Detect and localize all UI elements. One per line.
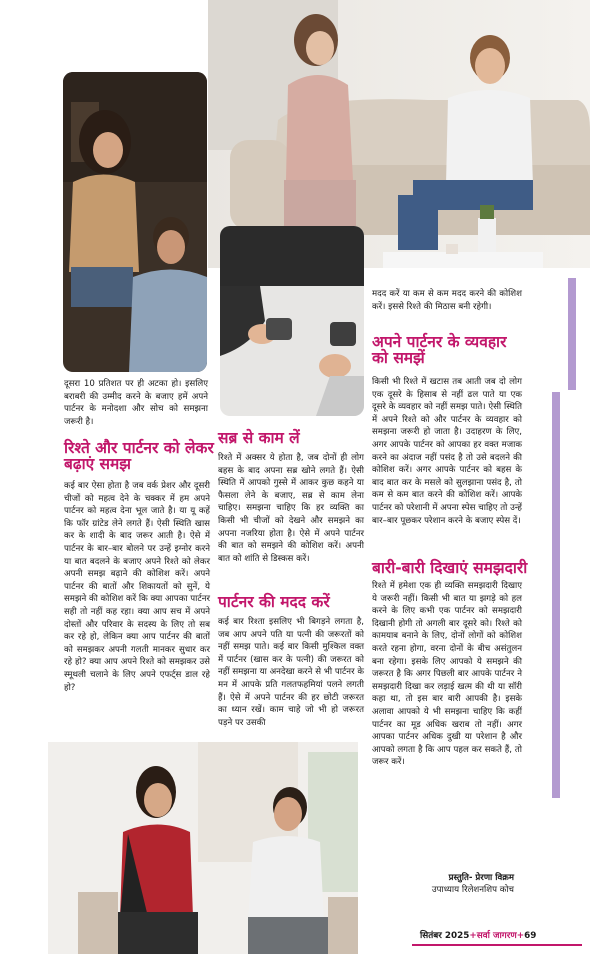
col3-body-take-turns: रिश्ते में हमेशा एक ही व्यक्ति समझदारी दिखाए ये जरूरी नहीं। किसी भी बात या झगड़े को हल करने के लिए कभी एक पार्टनर को समझदारी दिखानी होगी तो अगली बार दूसरे को। रिश्ते को कामयाब बनाने के लिए, दोनों लोगों को कोशिश करते रहना होगा, वरना दोनों के बीच असंतुलन बना रहेगा। इसके लिए आपको ये समझने की जरूरत है कि अगर पिछली बार आपके पार्टनर ने समझदारी दिखा कर लड़ाई खत्म की थी या सॉरी कहा था, तो इस बार बारी आपकी है। इसके अलावा आपको ये भी समझना चाहिए कि कहीं पार्टनर का मूड अधिक खराब तो नहीं। अगर आपका पार्टनर अधिक दुखी या परेशान है और आपको लगता है कि आप पहल कर सकते हैं, तो जरूर करें।: [372, 581, 522, 768]
author-credit: [380, 872, 514, 896]
col1-intro: दूसरा 10 प्रतिशत पर ही अटका हो। इसलिए बराबरी की उम्मीद करने के बजाए हमें अपने पार्टनर के मनोदशा और सोच को समझना जरूरी है।: [64, 379, 208, 427]
author-name: प्रस्तुति- प्रेरणा विक्रम: [448, 873, 514, 883]
col3-body-behaviour: किसी भी रिश्ते में खटास तब आती जब दो लोग एक दूसरे के हिसाब से नहीं ढल पाते या एक दूसरे के व्यवहार को नहीं समझ पाते। ऐसी स्थिति में अपने रिश्ते को और पार्टनर के व्यवहार को समझना जरूरी हो जाता है। उदाहरण के लिए, अगर आपके पार्टनर को आपका हर वक्त मजाक करने का अंदाज नहीं पसंद है तो उसे बदलने की कोशिश करें। अगर आपके पार्टनर को बहस के बाद बात कर के मसले को सुलझाना पसंद है, तो कम से कम बात करने की कोशिश करें। आपके पार्टनर को परेशानी में अपना स्पेस चाहिए तो उन्हें बार–बार पूछकर परेशान करने के बजाए स्पेस दें।: [372, 377, 522, 526]
sidebar-decoration-top: [568, 278, 576, 390]
footer-page-number: 69: [524, 931, 537, 941]
author-role: उपाध्याय रिलेशनशिप कोच: [431, 885, 514, 895]
col2-heading-patience: सब्र से काम लें: [218, 429, 300, 447]
col3-heading-behaviour: अपने पार्टनर के व्यवहार को समझें: [372, 333, 507, 367]
col1-body: कई बार ऐसा होता है जब वर्क प्रेशर और दूसरी चीजों को महत्व देने के चक्कर में हम अपने पार्टनर को महत्व देना भूल जाते है। या यू कहें कि फॉर ग्रांटेड लेने लगते हैं। ऐसी स्थिति खास कर के शादी के बाद जरूर आती है। ऐसे में पार्टनर के बार–बार बोलने पर उन्हें इग्नोर करने या बात बदलने के बजाए अपने रिश्ते को लेकर अपनी समझ बढ़ाने की कोशिश करें। अपने पार्टनर की बातों और शिकायतों को सुनें, ये समझने की कोशिश करें कि क्या आपका पार्टनर सही तो नहीं कह रहा। क्या आप सच में अपने दोस्तों और परिवार के सदस्य के लिए तो सब कर रहे हो, लेकिन क्या आप पार्टनर की बातों को समझकर अपनी गलती मानकर सुधार कर रहे हो? क्या आप अपने रिश्ते को समझकर उसे स्मूथली चलाने के लिए अपने एफर्ट्स डाल रहे हो?: [64, 481, 210, 693]
footer-date: सितंबर 2025: [420, 931, 470, 941]
footer-line: [412, 944, 582, 946]
col3-heading-take-turns: बारी-बारी दिखाएं समझदारी: [372, 559, 528, 577]
col2-heading-help-partner: पार्टनर की मदद करें: [218, 593, 330, 611]
footer-brand: सर्वा जागरण: [476, 931, 517, 941]
photo-hands-coffee-cups: [220, 226, 364, 416]
col1-heading: रिश्ते और पार्टनर को लेकर बढ़ाएं समझ: [64, 439, 214, 473]
col2-body-patience: रिश्ते में अक्सर ये होता है, जब दोनों ही लोग बहस के बाद अपना सब्र खोने लगते हैं। ऐसी स्थिति में आपको गुस्से में आकर कुछ कहने या फैसला लेने के बजाए, सब्र से काम लेना चाहिए। समझना चाहिए कि हर व्यक्ति का किसी भी चीजों को देखने और समझने का अपना नजरिया होता है। ऐसे में अपने पार्टनर की बात को समझने की कोशिश करें। अपनी बात को शांति से डिस्कस करें।: [218, 453, 364, 564]
photo-arguing-couple: [63, 72, 207, 372]
col2-body-help-partner: कई बार रिश्ता इसलिए भी बिगड़ने लगता है, जब आप अपने पति या पत्नी की जरूरतों को नहीं समझ पाते। कई बार किसी मुश्किल वक्त में पार्टनर (खास कर के पत्नी) की जरूरत को नहीं समझना या अनदेखा करने से भी पार्टनर के मन में आपके प्रति गलतफहमियां पलने लगती हैं। ऐसे में अपने पार्टनर की हर छोटी जरूरत का ध्यान रखें। काम चाहे जो भी हो जरूरत पड़ने पर उसकी: [218, 617, 364, 728]
sidebar-decoration-bottom: [552, 392, 560, 798]
photo-couple-discussion: [48, 742, 358, 954]
page-footer: सितंबर 2025+सर्वा जागरण+69: [420, 931, 537, 941]
col3-intro: मदद करें या कम से कम मदद करने की कोशिश करें। इससे रिश्ते की मिठास बनी रहेगी।: [372, 289, 522, 312]
